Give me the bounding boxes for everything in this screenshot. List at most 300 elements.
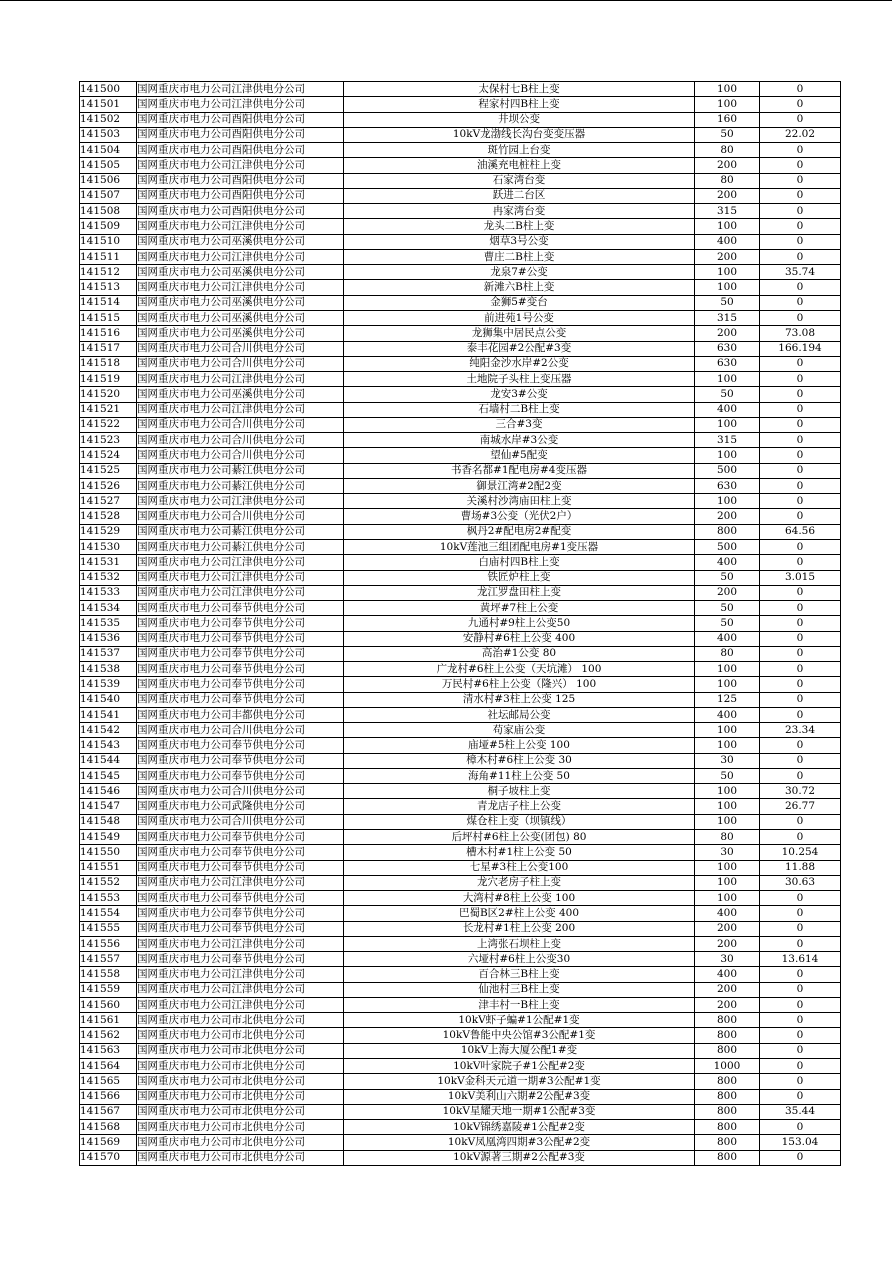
company-cell: 国网重庆市电力公司市北供电分公司 bbox=[137, 1028, 344, 1043]
company-cell: 国网重庆市电力公司酉阳供电分公司 bbox=[137, 204, 344, 219]
row-id-cell: 141500 bbox=[80, 82, 137, 97]
capacity-cell: 100 bbox=[695, 677, 760, 692]
table-row bbox=[80, 1043, 841, 1058]
value-cell: 22.02 bbox=[760, 127, 841, 142]
row-id-cell: 141525 bbox=[80, 463, 137, 478]
company-cell: 国网重庆市电力公司江津供电分公司 bbox=[137, 402, 344, 417]
capacity-cell: 200 bbox=[695, 921, 760, 936]
transformer-name-cell: 10kV凤凰湾四期#3公配#2变 bbox=[344, 1135, 695, 1150]
value-cell: 10.254 bbox=[760, 845, 841, 860]
capacity-cell: 800 bbox=[695, 1028, 760, 1043]
row-id-cell: 141533 bbox=[80, 585, 137, 600]
row-id-cell: 141539 bbox=[80, 677, 137, 692]
capacity-cell: 200 bbox=[695, 158, 760, 173]
transformer-name-cell: 冉家湾台变 bbox=[344, 204, 695, 219]
value-cell: 30.72 bbox=[760, 784, 841, 799]
row-id-cell: 141511 bbox=[80, 249, 137, 264]
transformer-name-cell: 10kV叶家院子#1公配#2变 bbox=[344, 1059, 695, 1074]
company-cell: 国网重庆市电力公司江津供电分公司 bbox=[137, 997, 344, 1012]
table-row bbox=[80, 509, 841, 524]
value-cell: 0 bbox=[760, 188, 841, 203]
company-cell: 国网重庆市电力公司合川供电分公司 bbox=[137, 784, 344, 799]
value-cell: 0 bbox=[760, 433, 841, 448]
transformer-name-cell: 新滩六B柱上变 bbox=[344, 280, 695, 295]
capacity-cell: 800 bbox=[695, 1074, 760, 1089]
row-id-cell: 141536 bbox=[80, 631, 137, 646]
value-cell: 0 bbox=[760, 631, 841, 646]
capacity-cell: 30 bbox=[695, 952, 760, 967]
value-cell: 64.56 bbox=[760, 524, 841, 539]
row-id-cell: 141550 bbox=[80, 845, 137, 860]
company-cell: 国网重庆市电力公司奉节供电分公司 bbox=[137, 830, 344, 845]
capacity-cell: 800 bbox=[695, 1120, 760, 1135]
value-cell: 0 bbox=[760, 662, 841, 677]
capacity-cell: 125 bbox=[695, 692, 760, 707]
company-cell: 国网重庆市电力公司酉阳供电分公司 bbox=[137, 143, 344, 158]
row-id-cell: 141552 bbox=[80, 875, 137, 890]
capacity-cell: 400 bbox=[695, 707, 760, 722]
value-cell: 0 bbox=[760, 310, 841, 325]
transformer-name-cell: 庙垭#5柱上公变 100 bbox=[344, 738, 695, 753]
transformer-name-cell: 曹场#3公变（光伏2户） bbox=[344, 509, 695, 524]
value-cell: 0 bbox=[760, 967, 841, 982]
table-row bbox=[80, 402, 841, 417]
row-id-cell: 141568 bbox=[80, 1120, 137, 1135]
company-cell: 国网重庆市电力公司酉阳供电分公司 bbox=[137, 127, 344, 142]
transformer-name-cell: 10kV虾子蝙#1公配#1变 bbox=[344, 1013, 695, 1028]
table-row bbox=[80, 921, 841, 936]
capacity-cell: 200 bbox=[695, 936, 760, 951]
company-cell: 国网重庆市电力公司江津供电分公司 bbox=[137, 97, 344, 112]
transformer-name-cell: 龙狮集中居民点公变 bbox=[344, 326, 695, 341]
company-cell: 国网重庆市电力公司丰都供电分公司 bbox=[137, 707, 344, 722]
capacity-cell: 100 bbox=[695, 784, 760, 799]
table-body bbox=[80, 82, 841, 1166]
row-id-cell: 141520 bbox=[80, 387, 137, 402]
table-row bbox=[80, 967, 841, 982]
transformer-name-cell: 10kV莲池三组团配电房#1变压器 bbox=[344, 539, 695, 554]
value-cell: 0 bbox=[760, 921, 841, 936]
transformer-name-cell: 后坪村#6柱上公变(团包) 80 bbox=[344, 830, 695, 845]
table-row bbox=[80, 494, 841, 509]
company-cell: 国网重庆市电力公司奉节供电分公司 bbox=[137, 860, 344, 875]
table-row bbox=[80, 997, 841, 1012]
value-cell: 0 bbox=[760, 97, 841, 112]
company-cell: 国网重庆市电力公司合川供电分公司 bbox=[137, 341, 344, 356]
table-row bbox=[80, 753, 841, 768]
table-row bbox=[80, 417, 841, 432]
value-cell: 0 bbox=[760, 1059, 841, 1074]
capacity-cell: 100 bbox=[695, 723, 760, 738]
company-cell: 国网重庆市电力公司市北供电分公司 bbox=[137, 1059, 344, 1074]
value-cell: 0 bbox=[760, 768, 841, 783]
value-cell: 30.63 bbox=[760, 875, 841, 890]
transformer-name-cell: 土地院子头柱上变压器 bbox=[344, 372, 695, 387]
capacity-cell: 630 bbox=[695, 478, 760, 493]
transformer-name-cell: 桐子坡柱上变 bbox=[344, 784, 695, 799]
company-cell: 国网重庆市电力公司江津供电分公司 bbox=[137, 280, 344, 295]
capacity-cell: 100 bbox=[695, 265, 760, 280]
row-id-cell: 141510 bbox=[80, 234, 137, 249]
capacity-cell: 200 bbox=[695, 249, 760, 264]
table-row bbox=[80, 219, 841, 234]
transformer-name-cell: 槽木村#1柱上公变 50 bbox=[344, 845, 695, 860]
value-cell: 0 bbox=[760, 478, 841, 493]
table-row bbox=[80, 539, 841, 554]
transformer-name-cell: 高治#1公变 80 bbox=[344, 646, 695, 661]
capacity-cell: 500 bbox=[695, 539, 760, 554]
table-row bbox=[80, 1089, 841, 1104]
capacity-cell: 100 bbox=[695, 494, 760, 509]
capacity-cell: 400 bbox=[695, 234, 760, 249]
company-cell: 国网重庆市电力公司奉节供电分公司 bbox=[137, 921, 344, 936]
value-cell: 0 bbox=[760, 1043, 841, 1058]
capacity-cell: 100 bbox=[695, 662, 760, 677]
value-cell: 0 bbox=[760, 173, 841, 188]
row-id-cell: 141554 bbox=[80, 906, 137, 921]
value-cell: 0 bbox=[760, 646, 841, 661]
company-cell: 国网重庆市电力公司巫溪供电分公司 bbox=[137, 326, 344, 341]
row-id-cell: 141531 bbox=[80, 555, 137, 570]
company-cell: 国网重庆市电力公司合川供电分公司 bbox=[137, 509, 344, 524]
company-cell: 国网重庆市电力公司江津供电分公司 bbox=[137, 936, 344, 951]
row-id-cell: 141556 bbox=[80, 936, 137, 951]
company-cell: 国网重庆市电力公司奉节供电分公司 bbox=[137, 677, 344, 692]
transformer-name-cell: 南城水岸#3公变 bbox=[344, 433, 695, 448]
table-row bbox=[80, 280, 841, 295]
value-cell: 0 bbox=[760, 616, 841, 631]
transformer-name-cell: 龙泉7#公变 bbox=[344, 265, 695, 280]
capacity-cell: 100 bbox=[695, 219, 760, 234]
value-cell: 0 bbox=[760, 494, 841, 509]
capacity-cell: 500 bbox=[695, 463, 760, 478]
value-cell: 0 bbox=[760, 707, 841, 722]
value-cell: 0 bbox=[760, 585, 841, 600]
capacity-cell: 100 bbox=[695, 738, 760, 753]
capacity-cell: 100 bbox=[695, 417, 760, 432]
row-id-cell: 141558 bbox=[80, 967, 137, 982]
transformer-name-cell: 10kV星耀天地一期#1公配#3变 bbox=[344, 1104, 695, 1119]
company-cell: 国网重庆市电力公司巫溪供电分公司 bbox=[137, 310, 344, 325]
row-id-cell: 141506 bbox=[80, 173, 137, 188]
capacity-cell: 80 bbox=[695, 830, 760, 845]
capacity-cell: 100 bbox=[695, 280, 760, 295]
value-cell: 0 bbox=[760, 402, 841, 417]
table-row bbox=[80, 82, 841, 97]
capacity-cell: 100 bbox=[695, 814, 760, 829]
table-row bbox=[80, 97, 841, 112]
capacity-cell: 50 bbox=[695, 616, 760, 631]
value-cell: 0 bbox=[760, 219, 841, 234]
row-id-cell: 141557 bbox=[80, 952, 137, 967]
table-row bbox=[80, 1074, 841, 1089]
value-cell: 0 bbox=[760, 555, 841, 570]
company-cell: 国网重庆市电力公司江津供电分公司 bbox=[137, 219, 344, 234]
capacity-cell: 200 bbox=[695, 326, 760, 341]
capacity-cell: 100 bbox=[695, 860, 760, 875]
table-row bbox=[80, 814, 841, 829]
row-id-cell: 141549 bbox=[80, 830, 137, 845]
capacity-cell: 200 bbox=[695, 585, 760, 600]
value-cell: 0 bbox=[760, 249, 841, 264]
transformer-name-cell: 龙江罗盘田柱上变 bbox=[344, 585, 695, 600]
table-row bbox=[80, 448, 841, 463]
capacity-cell: 400 bbox=[695, 906, 760, 921]
transformer-name-cell: 金狮5#变台 bbox=[344, 295, 695, 310]
row-id-cell: 141566 bbox=[80, 1089, 137, 1104]
transformer-name-cell: 10kV龙渤线长沟台变变压器 bbox=[344, 127, 695, 142]
value-cell: 0 bbox=[760, 463, 841, 478]
transformer-name-cell: 广龙村#6柱上公变（天坑滩） 100 bbox=[344, 662, 695, 677]
transformer-name-cell: 上湾张石坝柱上变 bbox=[344, 936, 695, 951]
transformer-name-cell: 津丰村一B柱上变 bbox=[344, 997, 695, 1012]
transformer-name-cell: 三合#3变 bbox=[344, 417, 695, 432]
capacity-cell: 50 bbox=[695, 295, 760, 310]
transformer-name-cell: 龙安3#公变 bbox=[344, 387, 695, 402]
company-cell: 国网重庆市电力公司酉阳供电分公司 bbox=[137, 112, 344, 127]
capacity-cell: 50 bbox=[695, 387, 760, 402]
company-cell: 国网重庆市电力公司奉节供电分公司 bbox=[137, 753, 344, 768]
transformer-name-cell: 煤仓柱上变（坝镇线） bbox=[344, 814, 695, 829]
row-id-cell: 141567 bbox=[80, 1104, 137, 1119]
transformer-name-cell: 社坛邮局公变 bbox=[344, 707, 695, 722]
capacity-cell: 100 bbox=[695, 448, 760, 463]
capacity-cell: 100 bbox=[695, 891, 760, 906]
row-id-cell: 141545 bbox=[80, 768, 137, 783]
row-id-cell: 141562 bbox=[80, 1028, 137, 1043]
table-row bbox=[80, 158, 841, 173]
table-row bbox=[80, 570, 841, 585]
transformer-name-cell: 龙头二B柱上变 bbox=[344, 219, 695, 234]
capacity-cell: 400 bbox=[695, 402, 760, 417]
value-cell: 0 bbox=[760, 356, 841, 371]
table-row bbox=[80, 1150, 841, 1165]
capacity-cell: 800 bbox=[695, 1135, 760, 1150]
value-cell: 0 bbox=[760, 677, 841, 692]
row-id-cell: 141515 bbox=[80, 310, 137, 325]
company-cell: 国网重庆市电力公司奉节供电分公司 bbox=[137, 891, 344, 906]
row-id-cell: 141522 bbox=[80, 417, 137, 432]
row-id-cell: 141555 bbox=[80, 921, 137, 936]
row-id-cell: 141560 bbox=[80, 997, 137, 1012]
value-cell: 11.88 bbox=[760, 860, 841, 875]
transformer-name-cell: 关溪村沙湾庙田柱上变 bbox=[344, 494, 695, 509]
transformer-name-cell: 樟木村#6柱上公变 30 bbox=[344, 753, 695, 768]
row-id-cell: 141548 bbox=[80, 814, 137, 829]
transformer-name-cell: 海角#11柱上公变 50 bbox=[344, 768, 695, 783]
transformer-name-cell: 书香名都#1配电房#4变压器 bbox=[344, 463, 695, 478]
company-cell: 国网重庆市电力公司合川供电分公司 bbox=[137, 356, 344, 371]
value-cell: 73.08 bbox=[760, 326, 841, 341]
company-cell: 国网重庆市电力公司江津供电分公司 bbox=[137, 585, 344, 600]
row-id-cell: 141514 bbox=[80, 295, 137, 310]
value-cell: 153.04 bbox=[760, 1135, 841, 1150]
capacity-cell: 100 bbox=[695, 799, 760, 814]
table-row bbox=[80, 631, 841, 646]
value-cell: 0 bbox=[760, 830, 841, 845]
table-row bbox=[80, 799, 841, 814]
table-row bbox=[80, 1120, 841, 1135]
transformer-name-cell: 10kV鲁能中央公馆#3公配#1变 bbox=[344, 1028, 695, 1043]
company-cell: 国网重庆市电力公司奉节供电分公司 bbox=[137, 768, 344, 783]
value-cell: 0 bbox=[760, 372, 841, 387]
transformer-name-cell: 长龙村#1柱上公变 200 bbox=[344, 921, 695, 936]
table-row bbox=[80, 310, 841, 325]
company-cell: 国网重庆市电力公司巫溪供电分公司 bbox=[137, 234, 344, 249]
table-row bbox=[80, 188, 841, 203]
row-id-cell: 141513 bbox=[80, 280, 137, 295]
company-cell: 国网重庆市电力公司綦江供电分公司 bbox=[137, 463, 344, 478]
transformer-name-cell: 石家湾台变 bbox=[344, 173, 695, 188]
table-row bbox=[80, 341, 841, 356]
value-cell: 0 bbox=[760, 143, 841, 158]
company-cell: 国网重庆市电力公司巫溪供电分公司 bbox=[137, 265, 344, 280]
capacity-cell: 50 bbox=[695, 601, 760, 616]
company-cell: 国网重庆市电力公司江津供电分公司 bbox=[137, 982, 344, 997]
row-id-cell: 141527 bbox=[80, 494, 137, 509]
company-cell: 国网重庆市电力公司江津供电分公司 bbox=[137, 82, 344, 97]
value-cell: 3.015 bbox=[760, 570, 841, 585]
table-row bbox=[80, 127, 841, 142]
value-cell: 0 bbox=[760, 753, 841, 768]
value-cell: 0 bbox=[760, 601, 841, 616]
value-cell: 0 bbox=[760, 936, 841, 951]
capacity-cell: 80 bbox=[695, 143, 760, 158]
company-cell: 国网重庆市电力公司江津供电分公司 bbox=[137, 555, 344, 570]
capacity-cell: 200 bbox=[695, 997, 760, 1012]
row-id-cell: 141540 bbox=[80, 692, 137, 707]
value-cell: 0 bbox=[760, 997, 841, 1012]
value-cell: 166.194 bbox=[760, 341, 841, 356]
value-cell: 0 bbox=[760, 906, 841, 921]
capacity-cell: 100 bbox=[695, 97, 760, 112]
company-cell: 国网重庆市电力公司合川供电分公司 bbox=[137, 433, 344, 448]
row-id-cell: 141530 bbox=[80, 539, 137, 554]
transformer-name-cell: 10kV上海大厦公配1#变 bbox=[344, 1043, 695, 1058]
value-cell: 0 bbox=[760, 1074, 841, 1089]
row-id-cell: 141507 bbox=[80, 188, 137, 203]
transformer-name-cell: 御景江湾#2配2变 bbox=[344, 478, 695, 493]
row-id-cell: 141528 bbox=[80, 509, 137, 524]
value-cell: 0 bbox=[760, 158, 841, 173]
company-cell: 国网重庆市电力公司奉节供电分公司 bbox=[137, 631, 344, 646]
transformer-name-cell: 跃进二台区 bbox=[344, 188, 695, 203]
row-id-cell: 141523 bbox=[80, 433, 137, 448]
capacity-cell: 400 bbox=[695, 555, 760, 570]
table-row bbox=[80, 524, 841, 539]
capacity-cell: 200 bbox=[695, 188, 760, 203]
company-cell: 国网重庆市电力公司合川供电分公司 bbox=[137, 723, 344, 738]
capacity-cell: 30 bbox=[695, 753, 760, 768]
company-cell: 国网重庆市电力公司合川供电分公司 bbox=[137, 417, 344, 432]
table-row bbox=[80, 585, 841, 600]
value-cell: 26.77 bbox=[760, 799, 841, 814]
transformer-name-cell: 10kV金科天元道一期#3公配#1变 bbox=[344, 1074, 695, 1089]
value-cell: 35.74 bbox=[760, 265, 841, 280]
transformer-name-cell: 井坝公变 bbox=[344, 112, 695, 127]
transformer-name-cell: 百合林三B柱上变 bbox=[344, 967, 695, 982]
capacity-cell: 100 bbox=[695, 82, 760, 97]
row-id-cell: 141570 bbox=[80, 1150, 137, 1165]
value-cell: 0 bbox=[760, 1120, 841, 1135]
capacity-cell: 50 bbox=[695, 570, 760, 585]
capacity-cell: 800 bbox=[695, 1013, 760, 1028]
transformer-name-cell: 六垭村#6柱上公变30 bbox=[344, 952, 695, 967]
table-row bbox=[80, 356, 841, 371]
value-cell: 23.34 bbox=[760, 723, 841, 738]
company-cell: 国网重庆市电力公司江津供电分公司 bbox=[137, 494, 344, 509]
table-row bbox=[80, 906, 841, 921]
table-row bbox=[80, 1104, 841, 1119]
value-cell: 0 bbox=[760, 387, 841, 402]
transformer-name-cell: 仙池村三B柱上变 bbox=[344, 982, 695, 997]
company-cell: 国网重庆市电力公司巫溪供电分公司 bbox=[137, 295, 344, 310]
capacity-cell: 800 bbox=[695, 1104, 760, 1119]
capacity-cell: 800 bbox=[695, 1043, 760, 1058]
row-id-cell: 141564 bbox=[80, 1059, 137, 1074]
company-cell: 国网重庆市电力公司市北供电分公司 bbox=[137, 1150, 344, 1165]
table-row bbox=[80, 662, 841, 677]
table-row bbox=[80, 265, 841, 280]
row-id-cell: 141561 bbox=[80, 1013, 137, 1028]
row-id-cell: 141535 bbox=[80, 616, 137, 631]
transformer-name-cell: 曹庄二B柱上变 bbox=[344, 249, 695, 264]
row-id-cell: 141518 bbox=[80, 356, 137, 371]
company-cell: 国网重庆市电力公司武隆供电分公司 bbox=[137, 799, 344, 814]
capacity-cell: 315 bbox=[695, 433, 760, 448]
capacity-cell: 630 bbox=[695, 341, 760, 356]
transformer-name-cell: 10kV源著三期#2公配#3变 bbox=[344, 1150, 695, 1165]
transformer-name-cell: 白庙村四B柱上变 bbox=[344, 555, 695, 570]
transformer-name-cell: 石墙村二B柱上变 bbox=[344, 402, 695, 417]
company-cell: 国网重庆市电力公司市北供电分公司 bbox=[137, 1013, 344, 1028]
table-row bbox=[80, 1013, 841, 1028]
table-row bbox=[80, 601, 841, 616]
row-id-cell: 141519 bbox=[80, 372, 137, 387]
value-cell: 0 bbox=[760, 539, 841, 554]
value-cell: 13.614 bbox=[760, 952, 841, 967]
table-row bbox=[80, 830, 841, 845]
row-id-cell: 141532 bbox=[80, 570, 137, 585]
row-id-cell: 141542 bbox=[80, 723, 137, 738]
company-cell: 国网重庆市电力公司綦江供电分公司 bbox=[137, 524, 344, 539]
row-id-cell: 141547 bbox=[80, 799, 137, 814]
row-id-cell: 141543 bbox=[80, 738, 137, 753]
row-id-cell: 141503 bbox=[80, 127, 137, 142]
table-row bbox=[80, 143, 841, 158]
capacity-cell: 630 bbox=[695, 356, 760, 371]
row-id-cell: 141551 bbox=[80, 860, 137, 875]
transformer-name-cell: 枫丹2#配电房2#配变 bbox=[344, 524, 695, 539]
transformer-name-cell: 前进苑1号公变 bbox=[344, 310, 695, 325]
table-row bbox=[80, 875, 841, 890]
capacity-cell: 80 bbox=[695, 173, 760, 188]
table-row bbox=[80, 860, 841, 875]
table-row bbox=[80, 707, 841, 722]
value-cell: 0 bbox=[760, 280, 841, 295]
table-row bbox=[80, 478, 841, 493]
value-cell: 0 bbox=[760, 982, 841, 997]
capacity-cell: 160 bbox=[695, 112, 760, 127]
company-cell: 国网重庆市电力公司綦江供电分公司 bbox=[137, 539, 344, 554]
value-cell: 0 bbox=[760, 1150, 841, 1165]
capacity-cell: 400 bbox=[695, 631, 760, 646]
page-top-rule bbox=[0, 0, 892, 1]
value-cell: 0 bbox=[760, 692, 841, 707]
row-id-cell: 141563 bbox=[80, 1043, 137, 1058]
row-id-cell: 141501 bbox=[80, 97, 137, 112]
value-cell: 0 bbox=[760, 1089, 841, 1104]
